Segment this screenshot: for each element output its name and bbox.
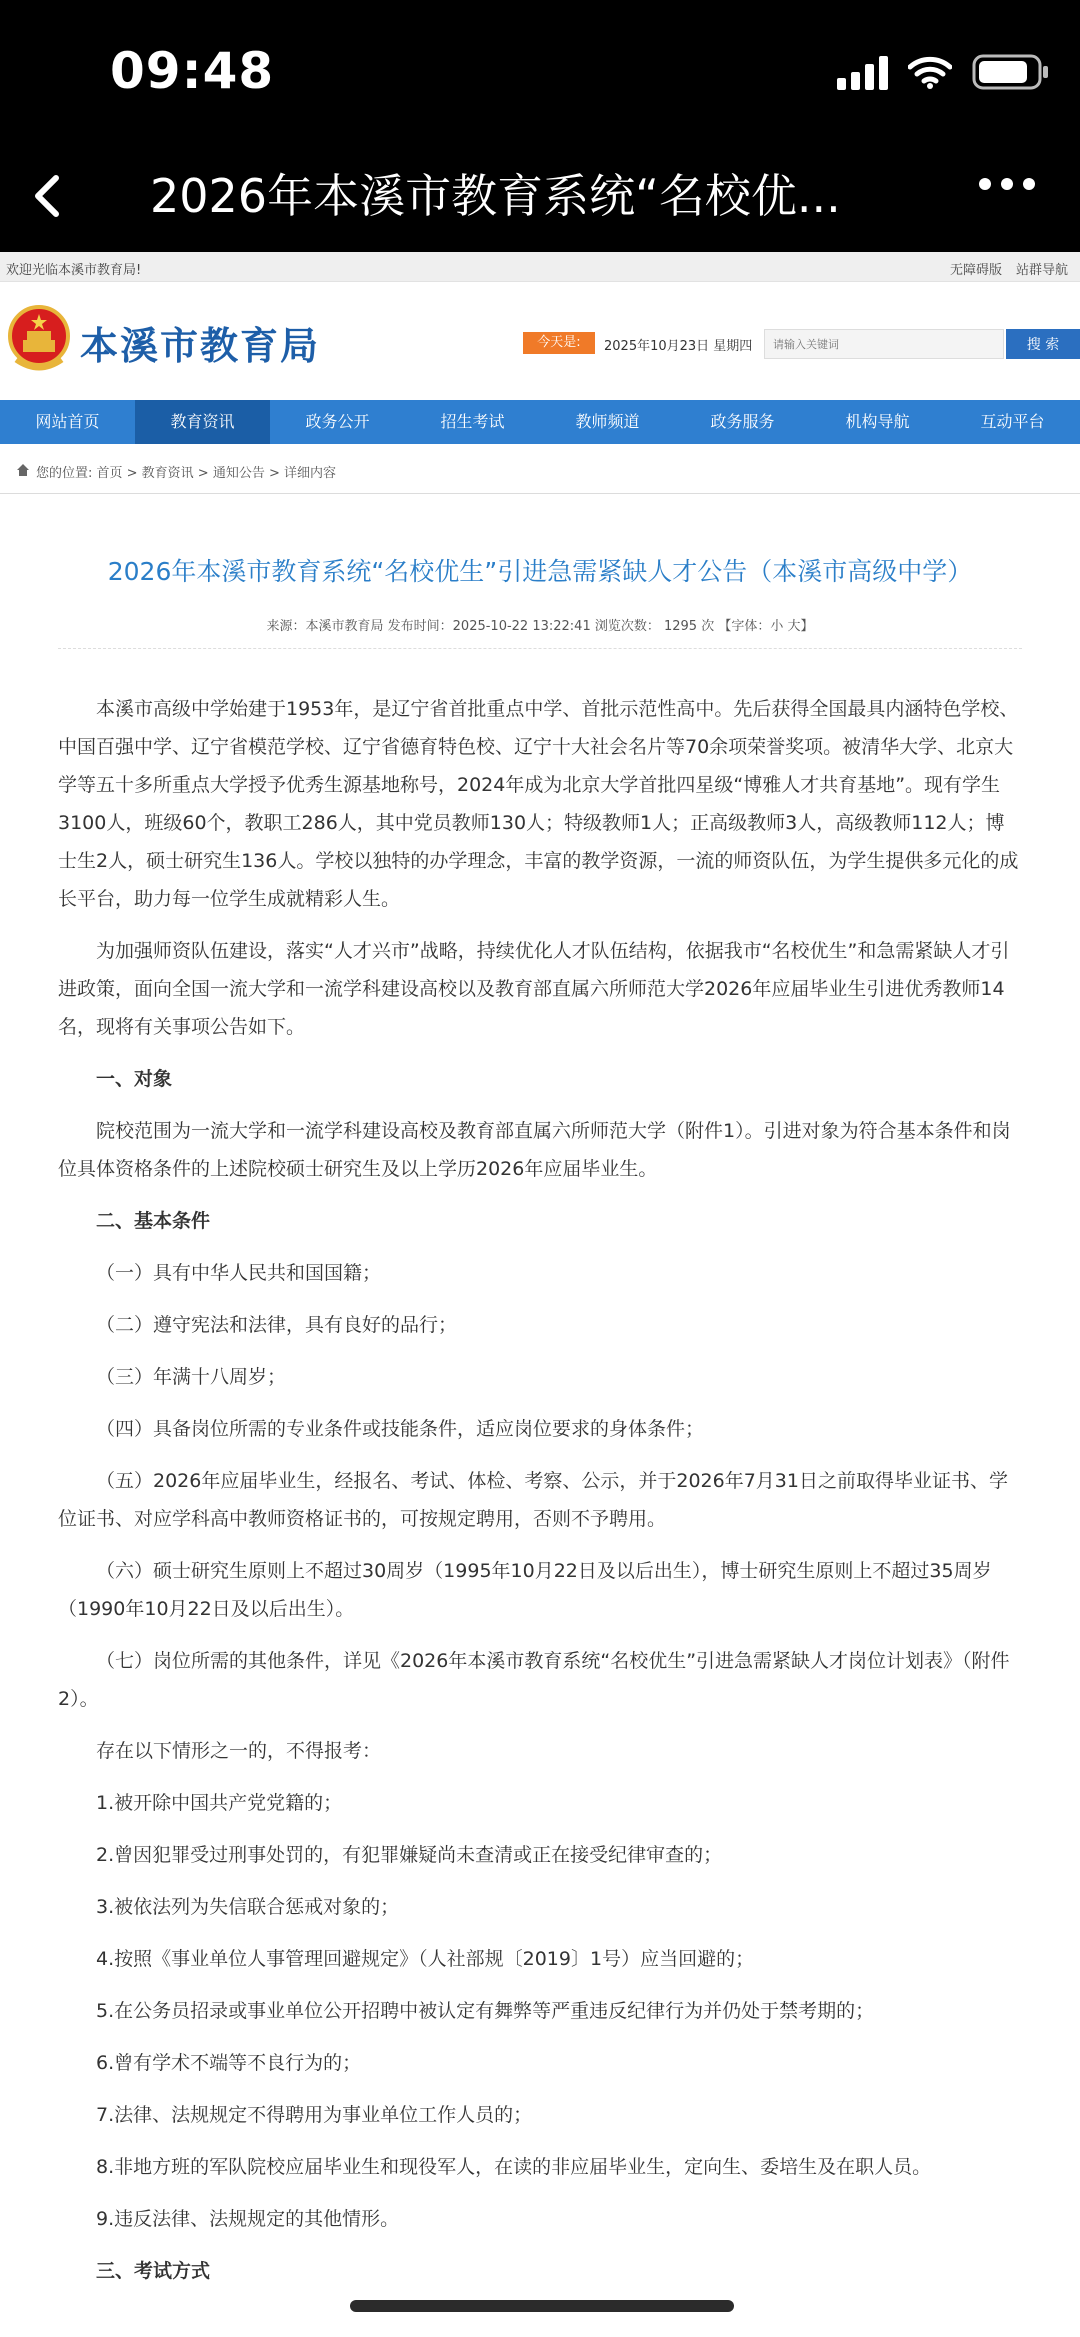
paragraph: （二）遵守宪法和法律，具有良好的品行； xyxy=(96,1314,458,1336)
paragraph: （七）岗位所需的其他条件，详见《2026年本溪市教育系统“名校优生”引进急需紧缺人才岗位计划表》（附件2）。 xyxy=(58,1650,1010,1710)
nav-item-home[interactable]: 网站首页 xyxy=(35,412,100,431)
section-heading: 一、对象 xyxy=(96,1068,173,1090)
paragraph: 2.曾因犯罪受过刑事处罚的，有犯罪嫌疑尚未查清或正在接受纪律审查的； xyxy=(96,1844,723,1866)
paragraph: 院校范围为一流大学和一流学科建设高校及教育部直属六所师范大学（附件1）。引进对象为符合基本条件和岗位具体资格条件的上述院校硕士研究生及以上学历2026年应届毕业生。 xyxy=(58,1120,1011,1180)
article-body xyxy=(58,690,1022,2304)
divider xyxy=(58,648,1022,649)
site-header xyxy=(0,282,1080,400)
paragraph: 本溪市高级中学始建于1953年，是辽宁省首批重点中学、首批示范性高中。先后获得全国最具内涵特色学校、中国百强中学、辽宁省模范学校、辽宁省德育特色校、辽宁十大社会名片等70余项荣誉奖项。被清华大学、北京大学等五十多所重点大学授予优秀生源基地称号，2024年成为北京大学首批四星级“博雅人才共育基地”。现有学生3100人，班级60个，教职工286人，其中党员教师130人；特级教师1人；正高级教师3人，高级教师112人；博士生2人，硕士研究生136人。学校以独特的办学理念，丰富的教学资源，一流的师资队伍，为学生提供多元化的成长平台，助力每一位学生成就精彩人生。 xyxy=(58,698,1019,910)
main-nav xyxy=(0,400,1080,444)
nav-item-teacher-channel[interactable]: 教师频道 xyxy=(575,412,640,431)
paragraph: 7.法律、法规规定不得聘用为事业单位工作人员的； xyxy=(96,2104,533,2126)
status-icons xyxy=(837,50,1050,94)
app-header xyxy=(0,0,1080,252)
status-time: 09:48 xyxy=(110,42,275,100)
paragraph: 8.非地方班的军队院校应届毕业生和现役军人，在读的非应届毕业生，定向生、委培生及在职人员。 xyxy=(96,2156,932,2178)
paragraph: 4.按照《事业单位人事管理回避规定》（人社部规〔2019〕1号）应当回避的； xyxy=(96,1948,755,1970)
title-bar xyxy=(0,150,1080,240)
breadcrumb xyxy=(0,444,1080,494)
today-date: 2025年10月23日 星期四 xyxy=(604,339,753,354)
wifi-icon xyxy=(908,55,952,89)
site-top-strip xyxy=(0,252,1080,282)
site-name: 本溪市教育局 xyxy=(80,324,321,368)
paragraph: 5.在公务员招录或事业单位公开招聘中被认定有舞弊等严重违反纪律行为并仍处于禁考期的； xyxy=(96,2000,875,2022)
signal-icon xyxy=(837,54,888,90)
paragraph: 6.曾有学术不端等不良行为的； xyxy=(96,2052,362,2074)
paragraph: （一）具有中华人民共和国国籍； xyxy=(96,1262,382,1284)
page-title: 2026年本溪市教育系统“名校优... xyxy=(150,169,841,223)
welcome-text: 欢迎光临本溪市教育局! xyxy=(6,263,142,278)
paragraph: 1.被开除中国共产党党籍的； xyxy=(96,1792,343,1814)
today-label: 今天是: xyxy=(523,332,595,354)
paragraph: 为加强师资队伍建设，落实“人才兴市”战略，持续优化人才队伍结构，依据我市“名校优生”和急需紧缺人才引进政策，面向全国一流大学和一流学科建设高校以及教育部直属六所师范大学2026年应届毕业生引进优秀教师14名，现将有关事项公告如下。 xyxy=(58,940,1010,1038)
section-heading: 二、基本条件 xyxy=(96,1210,211,1232)
back-chevron-icon[interactable] xyxy=(20,166,80,226)
nav-item-interaction[interactable]: 互动平台 xyxy=(980,412,1045,431)
site-group-nav-link[interactable]: 站群导航 xyxy=(1015,263,1068,278)
more-dots-icon[interactable] xyxy=(979,178,1035,190)
home-icon xyxy=(16,463,30,481)
nav-item-government-info[interactable]: 政务公开 xyxy=(305,412,370,431)
paragraph: 3.被依法列为失信联合惩戒对象的； xyxy=(96,1896,400,1918)
article-meta: 来源：本溪市教育局 发布时间：2025-10-22 13:22:41 浏览次数： 1295 次 【字体：小 大】 xyxy=(266,619,814,634)
nav-item-institutions[interactable]: 机构导航 xyxy=(845,412,910,431)
paragraph: （四）具备岗位所需的专业条件或技能条件，适应岗位要求的身体条件； xyxy=(96,1418,705,1440)
battery-icon xyxy=(972,53,1050,91)
breadcrumb-text[interactable]: 您的位置: 首页 > 教育资讯 > 通知公告 > 详细内容 xyxy=(36,466,336,481)
paragraph: （五）2026年应届毕业生，经报名、考试、体检、考察、公示，并于2026年7月31日之前取得毕业证书、学位证书、对应学科高中教师资格证书的，可按规定聘用，否则不予聘用。 xyxy=(58,1470,1008,1530)
nav-item-government-services[interactable]: 政务服务 xyxy=(710,412,775,431)
accessibility-link[interactable]: 无障碍版 xyxy=(949,263,1002,278)
paragraph: 9.违反法律、法规规定的其他情形。 xyxy=(96,2208,400,2230)
article-title: 2026年本溪市教育系统“名校优生”引进急需紧缺人才公告（本溪市高级中学） xyxy=(107,557,973,586)
paragraph: （三）年满十八周岁； xyxy=(96,1366,287,1388)
search-input[interactable] xyxy=(764,329,1004,359)
paragraph: 存在以下情形之一的，不得报考： xyxy=(96,1740,382,1762)
nav-item-education-news[interactable]: 教育资讯 xyxy=(135,400,270,444)
paragraph: （六）硕士研究生原则上不超过30周岁（1995年10月22日及以后出生），博士研究生原则上不超过35周岁（1990年10月22日及以后出生）。 xyxy=(58,1560,992,1620)
search-button[interactable]: 搜 索 xyxy=(1006,329,1080,359)
nav-item-enrollment-exams[interactable]: 招生考试 xyxy=(440,412,505,431)
national-emblem-icon xyxy=(6,304,72,374)
home-indicator[interactable] xyxy=(350,2300,734,2312)
section-heading: 三、考试方式 xyxy=(96,2260,211,2282)
